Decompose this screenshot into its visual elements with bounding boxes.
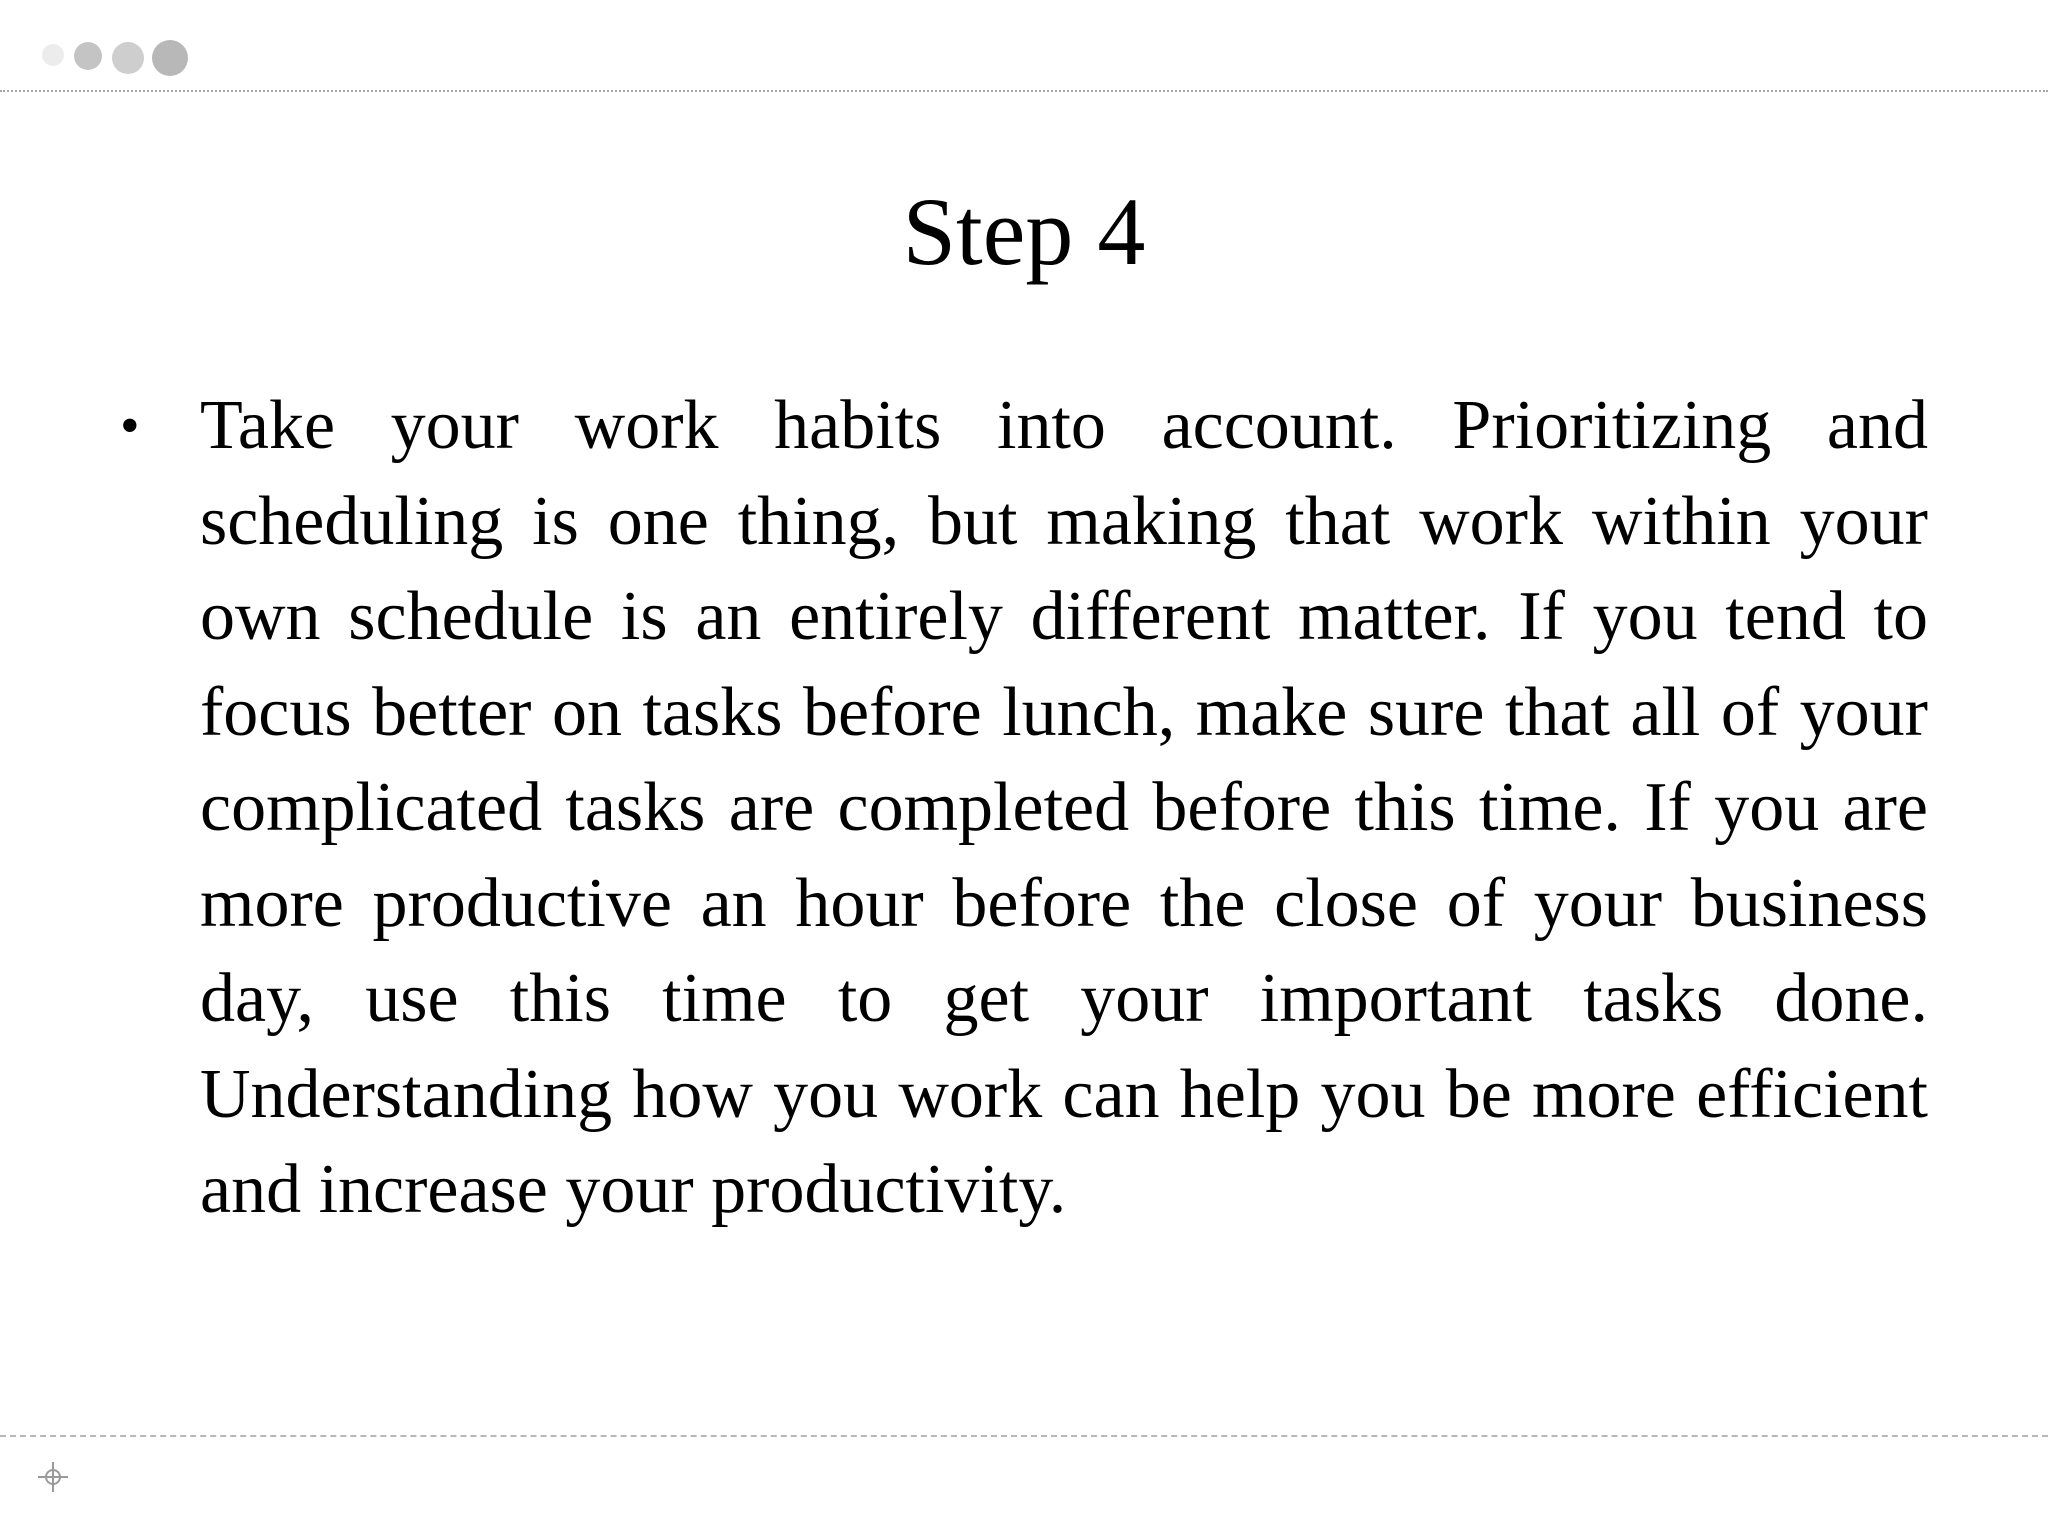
bullet-marker: • xyxy=(120,395,140,457)
dot-2 xyxy=(74,42,102,70)
header-divider xyxy=(0,90,2048,92)
dot-1 xyxy=(42,44,64,66)
footer-divider xyxy=(0,1435,2048,1437)
slide-title: Step 4 xyxy=(902,178,1146,285)
dot-3 xyxy=(112,42,144,74)
dot-4 xyxy=(152,40,188,76)
decorative-dots-icon xyxy=(38,38,198,78)
crosshair-icon xyxy=(36,1460,70,1494)
bullet-text: Take your work habits into account. Prioritizing and scheduling is one thing, but making that work within your own schedule is an entirely different matter. If you tend to focus better on tasks before lunch, make sure that all of your complicated tasks are completed before this time. If you are more productive an hour before the close of your business day, use this time to get your important tasks done. Understanding how you work can help you be more efficient and increase your productivity. xyxy=(200,387,1928,1228)
